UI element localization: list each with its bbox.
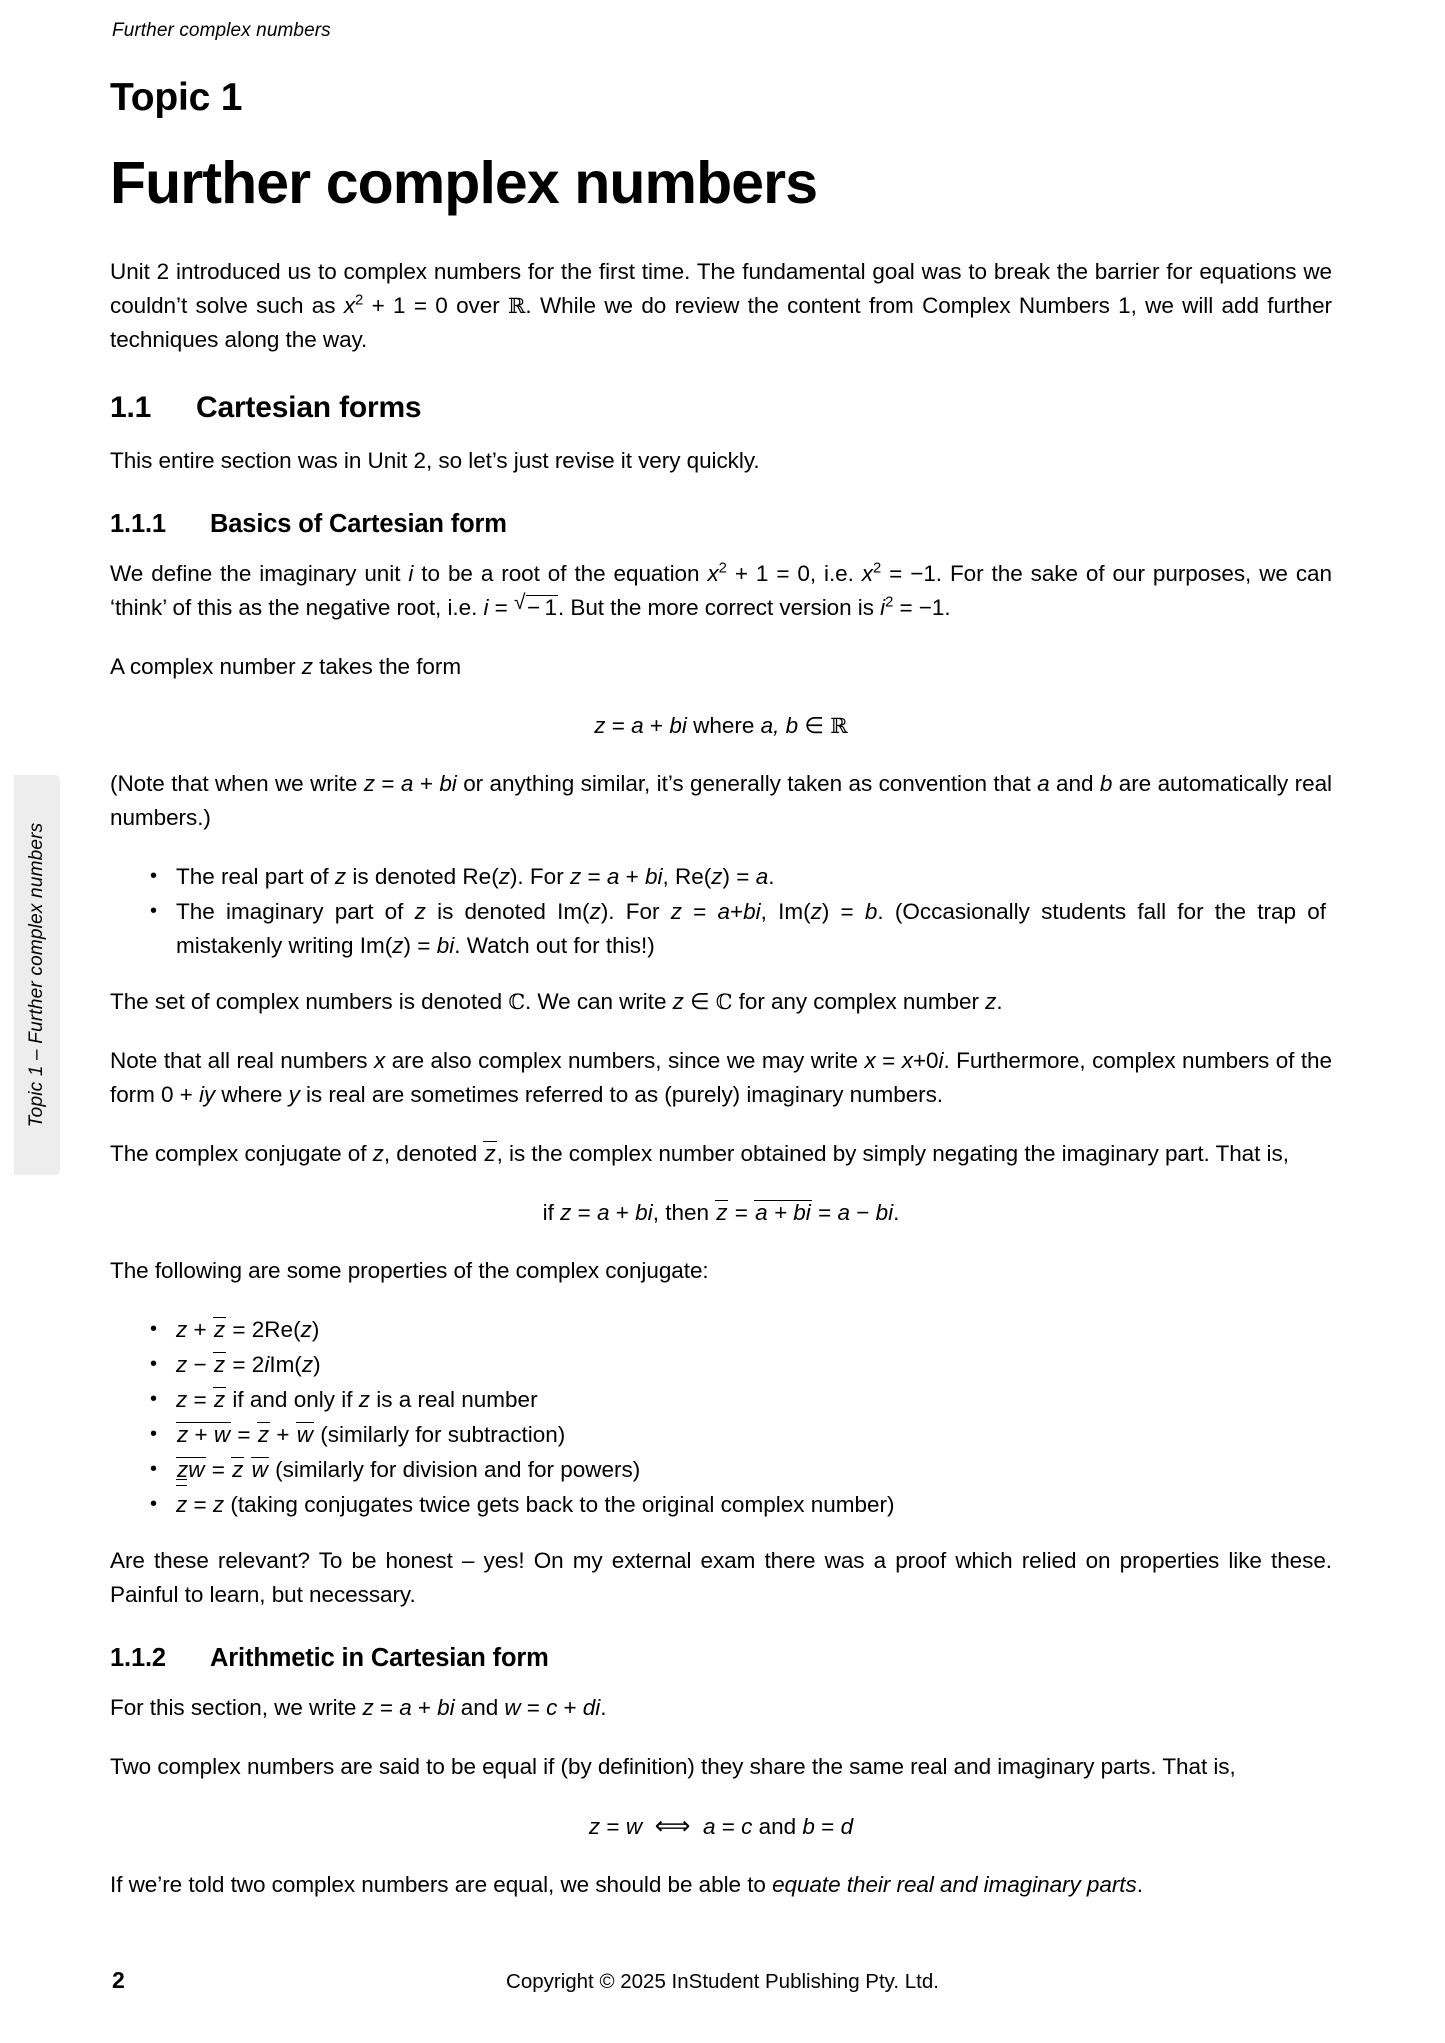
var-z: z — [589, 898, 601, 924]
var-z: z — [334, 863, 347, 889]
conjugate-definition-paragraph — [110, 1137, 1332, 1171]
conjugate-properties-intro: The following are some properties of the complex conjugate: — [110, 1257, 709, 1283]
para-text: where — [215, 1081, 289, 1107]
subsection-heading-1-1-2 — [110, 1644, 1332, 1673]
var-z: z — [176, 1316, 188, 1342]
var-x: x — [707, 560, 719, 586]
var-i: i — [408, 560, 414, 586]
element-of-symbol: ∈ — [683, 988, 716, 1014]
eq-operator: = — [373, 1694, 400, 1720]
conjugate-w-symbol: w — [296, 1421, 313, 1447]
radicand: − 1 — [526, 594, 557, 620]
var-di: di — [582, 1694, 601, 1720]
para-text: , denoted — [383, 1140, 484, 1166]
eq-operator: = — [374, 770, 401, 796]
para-text: . — [1136, 1871, 1143, 1897]
copyright-notice: Copyright © 2025 InStudent Publishing Pty. Ltd. — [506, 1970, 939, 1993]
topic-label: Topic 1 — [110, 76, 243, 119]
para-text: = — [488, 594, 514, 620]
para-text: for any complex number — [732, 988, 986, 1014]
var-y: y — [288, 1081, 300, 1107]
eq-text: if — [542, 1199, 561, 1225]
var-a: a — [702, 1813, 716, 1839]
eq-text: where — [686, 712, 761, 738]
equation-conjugate-definition — [110, 1196, 1332, 1230]
emphasis-text: equate their real and imaginary parts — [772, 1871, 1137, 1897]
var-a: a — [597, 1199, 610, 1225]
real-numbers-are-complex-paragraph — [110, 1044, 1332, 1112]
var-z: z — [498, 863, 510, 889]
conjugate-a-plus-bi: a + bi — [755, 1199, 811, 1225]
var-a: a — [606, 863, 620, 889]
subsection-number-1-1-1: 1.1.1 — [110, 509, 166, 538]
blackboard-r-symbol: ℝ — [830, 713, 848, 738]
var-a: a — [1037, 770, 1050, 796]
eq-operator: = — [728, 1199, 755, 1225]
var-a: a — [717, 898, 731, 924]
var-z: z — [711, 863, 723, 889]
intro-var-x: x — [343, 292, 356, 318]
list-item: • z + z = 2Re(z) — [146, 1313, 1332, 1347]
var-bi: bi — [436, 932, 455, 958]
var-i: i — [880, 594, 886, 620]
var-bi: bi — [437, 1694, 455, 1720]
var-x: x — [901, 1047, 913, 1073]
var-z: z — [176, 1386, 188, 1412]
para-text: The set of complex numbers is denoted — [110, 988, 509, 1014]
section-title-1-1: Cartesian forms — [196, 390, 422, 424]
para-text: + 1 = 0, i.e. — [726, 560, 862, 586]
var-z: z — [362, 1694, 374, 1720]
var-z: z — [212, 1491, 225, 1517]
eq-text: . — [893, 1199, 900, 1225]
list-item: • z = z (taking conjugates twice gets back to the original complex number) — [146, 1488, 1332, 1522]
var-bi: bi — [669, 712, 687, 738]
real-imaginary-part-list — [110, 860, 1332, 963]
radical-sign: √ — [513, 590, 526, 614]
var-i: i — [264, 1351, 270, 1377]
para-text: are also complex numbers, since we may write — [385, 1047, 865, 1073]
exponent: 2 — [718, 560, 727, 577]
para-text: = −1. For the sake of our purposes, we can ‘think’ of this as the negative root, i.e. — [110, 560, 1332, 620]
conjugate-z-symbol: z — [257, 1421, 270, 1447]
eq-operator: = — [605, 712, 632, 738]
var-a: a — [755, 863, 769, 889]
blackboard-c-symbol: ℂ — [715, 989, 733, 1014]
var-a: a — [631, 712, 644, 738]
var-z: z — [358, 1386, 370, 1412]
var-z: z — [985, 988, 997, 1014]
var-bi: bi — [645, 863, 663, 889]
var-x: x — [374, 1047, 386, 1073]
para-text: . — [996, 988, 1003, 1014]
list-item: • z + w = z + w (similarly for subtraction) — [146, 1418, 1332, 1452]
var-bi: bi — [875, 1199, 894, 1225]
blackboard-c-symbol: ℂ — [508, 989, 525, 1014]
eq-operator: + — [557, 1694, 583, 1720]
para-text-plain: A complex number — [110, 653, 302, 679]
var-a: a — [400, 770, 414, 796]
para-text: are automatically real numbers.) — [110, 770, 1332, 830]
var-x: x — [864, 1047, 876, 1073]
subsection-title-1-1-2: Arithmetic in Cartesian form — [210, 1643, 549, 1672]
para-text: . But the more correct version is — [557, 594, 881, 620]
blackboard-r-symbol: ℝ — [508, 293, 526, 318]
list-item: • zw = z w (similarly for division and for powers) — [146, 1453, 1332, 1487]
imaginary-unit-paragraph — [110, 557, 1332, 625]
chapter-title: Further complex numbers — [110, 149, 818, 216]
conjugate-z-symbol: z — [213, 1351, 226, 1377]
equation-equality-condition — [110, 1809, 1332, 1844]
para-text: . We can write — [524, 988, 673, 1014]
var-w: w — [625, 1813, 643, 1839]
conjugate-z-symbol: z — [484, 1140, 496, 1166]
var-b: b — [802, 1813, 815, 1839]
para-text: (Note that when we write — [110, 770, 364, 796]
var-z: z — [300, 1316, 312, 1342]
var-z: z — [588, 1813, 601, 1839]
var-c: c — [741, 1813, 753, 1839]
para-text: The complex conjugate of — [110, 1140, 373, 1166]
equation-z-form — [110, 709, 1332, 743]
var-c: c — [546, 1694, 558, 1720]
var-i: i — [483, 594, 489, 620]
para-text: We define the imaginary unit — [110, 560, 409, 586]
var-z: z — [363, 770, 375, 796]
conjugate-z-symbol: z — [213, 1386, 226, 1412]
eq-text: and — [752, 1813, 803, 1839]
equality-definition-paragraph: Two complex numbers are said to be equal if (by definition) they share the same real and imaginary parts. That is, — [110, 1753, 1236, 1779]
var-ab: a, b — [760, 712, 799, 738]
var-x: x — [861, 560, 873, 586]
running-header: Further complex numbers — [112, 20, 331, 41]
var-a: a — [399, 1694, 412, 1720]
conjugate-z-symbol: z — [213, 1316, 226, 1342]
page-number: 2 — [112, 1967, 125, 1993]
var-z: z — [372, 1140, 384, 1166]
list-item: • z = z if and only if z is a real number — [146, 1383, 1332, 1417]
eq-operator: = — [715, 1813, 742, 1839]
content-column — [110, 78, 1332, 1927]
list-item: • The imaginary part of z is denoted Im(z). For z = a+bi, Im(z) = b. (Occasionally students fall for the trap of mistakenly writing Im(z) = bi. Watch out for this!) — [146, 895, 1332, 963]
var-w: w — [504, 1694, 521, 1720]
para-text: . — [600, 1694, 607, 1720]
side-tab — [14, 775, 60, 1175]
convention-note-paragraph — [110, 767, 1332, 835]
para-text: and — [1049, 770, 1100, 796]
para-text: to be a root of the equation — [413, 560, 708, 586]
var-d: d — [840, 1813, 854, 1839]
intro-text-2: + 1 = 0 over — [363, 292, 508, 318]
eq-text: , then — [652, 1199, 716, 1225]
conjugate-z-symbol: z — [716, 1199, 728, 1225]
conjugate-z-symbol: z — [232, 1456, 244, 1482]
list-item: • The real part of z is denoted Re(z). For z = a + bi, Re(z) = a. — [146, 860, 1332, 894]
var-z: z — [560, 1199, 572, 1225]
para-text-plain-2: takes the form — [312, 653, 462, 679]
var-iy: iy — [198, 1081, 216, 1107]
intro-text-1: Unit 2 introduced us to complex numbers for the first time. The fundamental goal was to break the barrier for equations we couldn’t solve such as — [110, 258, 1332, 318]
para-text: For this section, we write — [110, 1694, 363, 1720]
para-text: is real are sometimes referred to as (purely) imaginary numbers. — [299, 1081, 943, 1107]
section-heading-1-1 — [110, 391, 1332, 425]
var-i: i — [938, 1047, 944, 1073]
double-conjugate-z: z — [176, 1488, 187, 1522]
var-z: z — [810, 898, 822, 924]
eq-operator: = — [600, 1813, 626, 1839]
eq-operator: = — [571, 1199, 597, 1225]
conjugate-of-product: zw — [177, 1456, 205, 1482]
complex-number-form-paragraph — [110, 650, 1332, 684]
complex-set-paragraph — [110, 985, 1332, 1019]
eq-operator: + — [413, 770, 440, 796]
var-z: z — [301, 1351, 314, 1377]
var-z: z — [670, 898, 682, 924]
eq-operator: − — [849, 1199, 876, 1225]
subsection-title-1-1-1: Basics of Cartesian form — [210, 509, 507, 538]
para-text: . Furthermore, complex numbers of the form 0 + — [110, 1047, 1332, 1107]
var-z: z — [176, 1351, 188, 1377]
var-bi: bi — [635, 1199, 653, 1225]
var-z: z — [672, 988, 684, 1014]
section-1-1-paragraph: This entire section was in Unit 2, so let’s just revise it very quickly. — [110, 447, 760, 473]
eq-operator: +0 — [912, 1047, 939, 1073]
element-of-symbol: ∈ — [798, 712, 831, 738]
para-text: = −1. — [893, 594, 951, 620]
list-item: • z − z = 2iIm(z) — [146, 1348, 1332, 1382]
square-root-expression — [514, 591, 558, 625]
side-tab-label: Topic 1 – Further complex numbers — [26, 822, 47, 1128]
eq-operator: = — [814, 1813, 841, 1839]
conjugate-of-sum: z + w — [177, 1421, 231, 1447]
eq-operator: + — [411, 1694, 438, 1720]
eq-operator: = — [811, 1199, 838, 1225]
eq-operator: + — [643, 712, 670, 738]
var-z: z — [569, 863, 582, 889]
section-number-1-1: 1.1 — [110, 390, 152, 424]
eq-operator: = — [875, 1047, 902, 1073]
para-text: and — [454, 1694, 505, 1720]
var-a: a — [837, 1199, 850, 1225]
intro-text-3: . While we do review the content from Complex Numbers 1, we will add further techniques along the way. — [110, 292, 1332, 352]
var-z: z — [392, 932, 404, 958]
intro-exponent: 2 — [355, 292, 364, 309]
relevance-paragraph: Are these relevant? To be honest – yes! On my external exam there was a proof which relied on properties like these. Painful to learn, but necessary. — [110, 1547, 1332, 1607]
eq-operator: + — [609, 1199, 636, 1225]
subsection-number-1-1-2: 1.1.2 — [110, 1643, 166, 1672]
var-bi: bi — [439, 770, 457, 796]
para-text: , is the complex number obtained by simply negating the imaginary part. That is, — [496, 1140, 1289, 1166]
para-text: Note that all real numbers — [110, 1047, 374, 1073]
exponent: 2 — [885, 594, 894, 611]
iff-arrow-symbol: ⟺ — [654, 1811, 691, 1840]
var-b: b — [1099, 770, 1113, 796]
conjugate-w-symbol: w — [251, 1456, 268, 1482]
conjugate-properties-list — [110, 1313, 1332, 1522]
para-text: or anything similar, it’s generally taken as convention that — [456, 770, 1038, 796]
exponent: 2 — [873, 560, 882, 577]
var-z: z — [301, 653, 313, 679]
eq-operator: = — [520, 1694, 547, 1720]
para-text: If we’re told two complex numbers are equal, we should be able to — [110, 1871, 773, 1897]
var-b: b — [864, 898, 878, 924]
var-bi: bi — [743, 898, 761, 924]
var-z: z — [414, 898, 426, 924]
page-footer — [0, 1967, 1445, 1997]
intro-paragraph — [110, 255, 1332, 357]
var-z: z — [594, 712, 606, 738]
arithmetic-setup-paragraph — [110, 1691, 1332, 1725]
equate-parts-paragraph — [110, 1868, 1332, 1902]
subsection-heading-1-1-1 — [110, 510, 1332, 539]
